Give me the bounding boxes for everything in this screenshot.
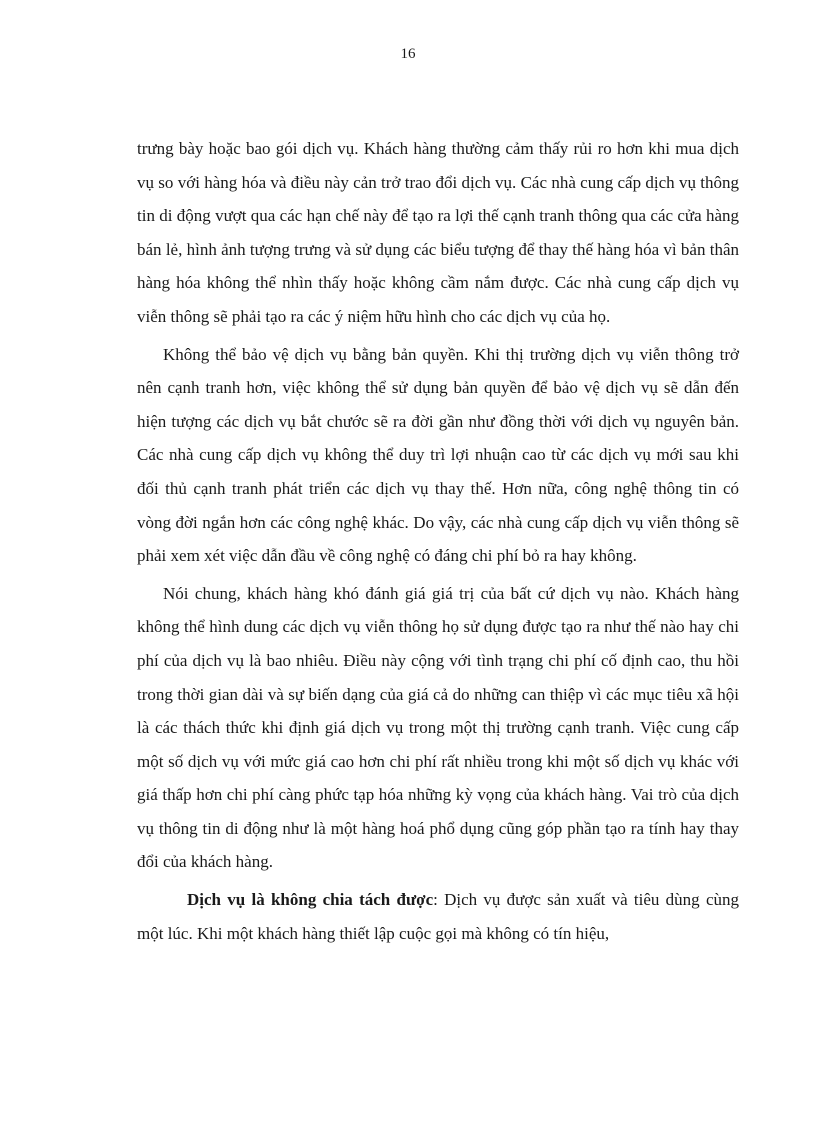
paragraph-4-lead: Dịch vụ là không chia tách được (187, 890, 434, 910)
page-number: 16 (400, 46, 416, 62)
paragraph-2: Không thể bảo vệ dịch vụ bằng bản quyền. Khi thị trường dịch vụ viễn thông trở nên cạnh tranh hơn, việc không thể sử dụng bản quyền để bảo vệ dịch vụ sẽ dẫn đến hiện tượng các dịch vụ bắt chước sẽ ra đời gần như đồng thời với dịch vụ nguyên bản. Các nhà cung cấp dịch vụ không thể duy trì lợi nhuận cao từ các dịch vụ mới sau khi đối thủ cạnh tranh phát triển các dịch vụ thay thế. Hơn nữa, công nghệ thông tin có vòng đời ngắn hơn các công nghệ khác. Do vậy, các nhà cung cấp dịch vụ viễn thông sẽ phải xem xét việc dẫn đầu về công nghệ có đáng chi phí bỏ ra hay không. (137, 344, 739, 566)
paragraph-4-text: : Dịch vụ được sản xuất và tiêu dùng cùng một lúc. Khi một khách hàng thiết lập cuộc gọi mà không có tín hiệu, (137, 890, 739, 943)
paragraph-1: trưng bày hoặc bao gói dịch vụ. Khách hàng thường cảm thấy rủi ro hơn khi mua dịch vụ so với hàng hóa và điều này cản trở trao đổi dịch vụ. Các nhà cung cấp dịch vụ thông tin di động vượt qua các hạn chế này để tạo ra lợi thế cạnh tranh thông qua các cửa hàng bán lẻ, hình ảnh tượng trưng và sử dụng các biểu tượng để thay thế hàng hóa vì bản thân hàng hóa không thể nhìn thấy hoặc không cầm nắm được. Các nhà cung cấp dịch vụ viễn thông sẽ phải tạo ra các ý niệm hữu hình cho các dịch vụ của họ. (137, 139, 739, 326)
paragraph-4 (137, 883, 739, 950)
paragraph-3: Nói chung, khách hàng khó đánh giá giá trị của bất cứ dịch vụ nào. Khách hàng không thể hình dung các dịch vụ viễn thông họ sử dụng được tạo ra như thế nào hay chi phí của dịch vụ là bao nhiêu. Điều này cộng với tình trạng chi phí cố định cao, thu hồi trong thời gian dài và sự biến dạng của giá cả do những can thiệp vì các mục tiêu xã hội là các thách thức khi định giá dịch vụ trong một thị trường cạnh tranh. Việc cung cấp một số dịch vụ với mức giá cao hơn chi phí rất nhiều trong khi một số dịch vụ khác với giá thấp hơn chi phí càng phức tạp hóa những kỳ vọng của khách hàng. Vai trò của dịch vụ thông tin di động như là một hàng hoá phổ dụng cũng góp phần tạo ra tính hay thay đổi của khách hàng. (137, 583, 739, 872)
page-body (137, 132, 739, 954)
